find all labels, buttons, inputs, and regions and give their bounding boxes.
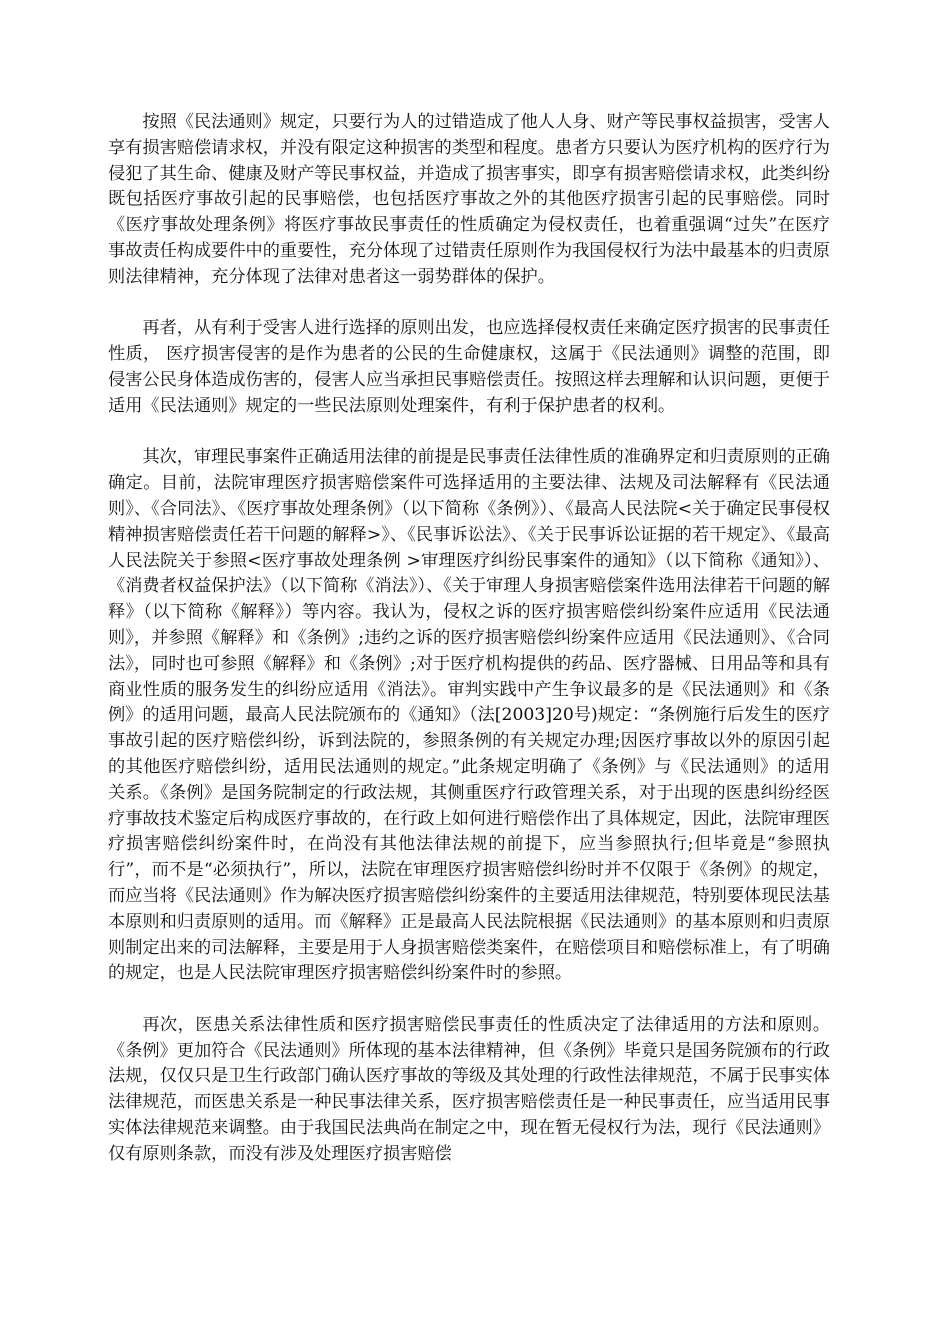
paragraph-2: 再者，从有利于受害人进行选择的原则出发，也应选择侵权责任来确定医疗损害的民事责任性质， 医疗损害侵害的是作为患者的公民的生命健康权，这属于《民法通则》调整的范围，即侵害公民身体造成伤害的，侵害人应当承担民事赔偿责任。按照这样去理解和认识问题，更便于适用《民法通则》规定的一些民法原则处理案件，有利于保护患者的权利。 bbox=[108, 318, 830, 416]
paragraph-3: 其次，审理民事案件正确适用法律的前提是民事责任法律性质的准确界定和归责原则的正确确定。目前，法院审理医疗损害赔偿案件可选择适用的主要法律、法规及司法解释有《民法通则》、《合同法》、《医疗事故处理条例》（以下简称《条例》）、《最高人民法院<关于确定民事侵权精神损害赔偿责任若干问题的解释>》、《民事诉讼法》、《关于民事诉讼证据的若干规定》、《最高人民法院关于参照<医疗事故处理条例 >审理医疗纠纷民事案件的通知》（以下简称《通知》）、《消费者权益保护法》（以下简称《消法》）、《关于审理人身损害赔偿案件选用法律若干问题的解释》（以下简称《解释》）等内容。我认为，侵权之诉的医疗损害赔偿纠纷案件应适用《民法通则》，并参照《解释》和《条例》;违约之诉的医疗损害赔偿纠纷案件应适用《民法通则》、《合同法》，同时也可参照《解释》和《条例》;对于医疗机构提供的药品、医疗器械、日用品等和具有商业性质的服务发生的纠纷应适用《消法》。审判实践中产生争议最多的是《民法通则》和《条例》的适用问题，最高人民法院颁布的《通知》（法[2003]20号)规定：“条例施行后发生的医疗事故引起的医疗赔偿纠纷，诉到法院的，参照条例的有关规定办理;因医疗事故以外的原因引起的其他医疗赔偿纠纷，适用民法通则的规定。”此条规定明确了《条例》与《民法通则》的适用关系。《条例》是国务院制定的行政法规，其侧重医疗行政管理关系，对于出现的医患纠纷经医疗事故技术鉴定后构成医疗事故的，在行政上如何进行赔偿作出了具体规定，因此，法院审理医疗损害赔偿纠纷案件时，在尚没有其他法律法规的前提下，应当参照执行;但毕竟是“参照执行”，而不是“必须执行”，所以，法院在审理医疗损害赔偿纠纷时并不仅限于《条例》的规定，而应当将《民法通则》作为解决医疗损害赔偿纠纷案件的主要适用法律规范，特别要体现民法基本原则和归责原则的适用。而《解释》正是最高人民法院根据《民法通则》的基本原则和归责原则制定出来的司法解释，主要是用于人身损害赔偿类案件，在赔偿项目和赔偿标准上，有了明确的规定，也是人民法院审理医疗损害赔偿纠纷案件时的参照。 bbox=[108, 447, 830, 984]
paragraph-1: 按照《民法通则》规定，只要行为人的过错造成了他人人身、财产等民事权益损害，受害人享有损害赔偿请求权，并没有限定这种损害的类型和程度。患者方只要认为医疗机构的医疗行为侵犯了其生命、健康及财产等民事权益，并造成了损害事实，即享有损害赔偿请求权，此类纠纷既包括医疗事故引起的民事赔偿，也包括医疗事故之外的其他医疗损害引起的民事赔偿。同时《医疗事故处理条例》将医疗事故民事责任的性质确定为侵权责任，也着重强调“过失”在医疗事故责任构成要件中的重要性，充分体现了过错责任原则作为我国侵权行为法中最基本的归责原则法律精神，充分体现了法律对患者这一弱势群体的保护。 bbox=[108, 112, 830, 287]
document-body bbox=[108, 110, 830, 1193]
paragraph-4: 再次，医患关系法律性质和医疗损害赔偿民事责任的性质决定了法律适用的方法和原则。《条例》更加符合《民法通则》所体现的基本法律精神，但《条例》毕竟只是国务院颁布的行政法规，仅仅只是卫生行政部门确认医疗事故的等级及其处理的行政性法律规范，不属于民事实体法律规范，而医患关系是一种民事法律关系，医疗损害赔偿责任是一种民事责任，应当适用民事实体法律规范来调整。由于我国民法典尚在制定之中，现在暂无侵权行为法，现行《民法通则》仅有原则条款，而没有涉及处理医疗损害赔偿 bbox=[108, 1014, 830, 1164]
